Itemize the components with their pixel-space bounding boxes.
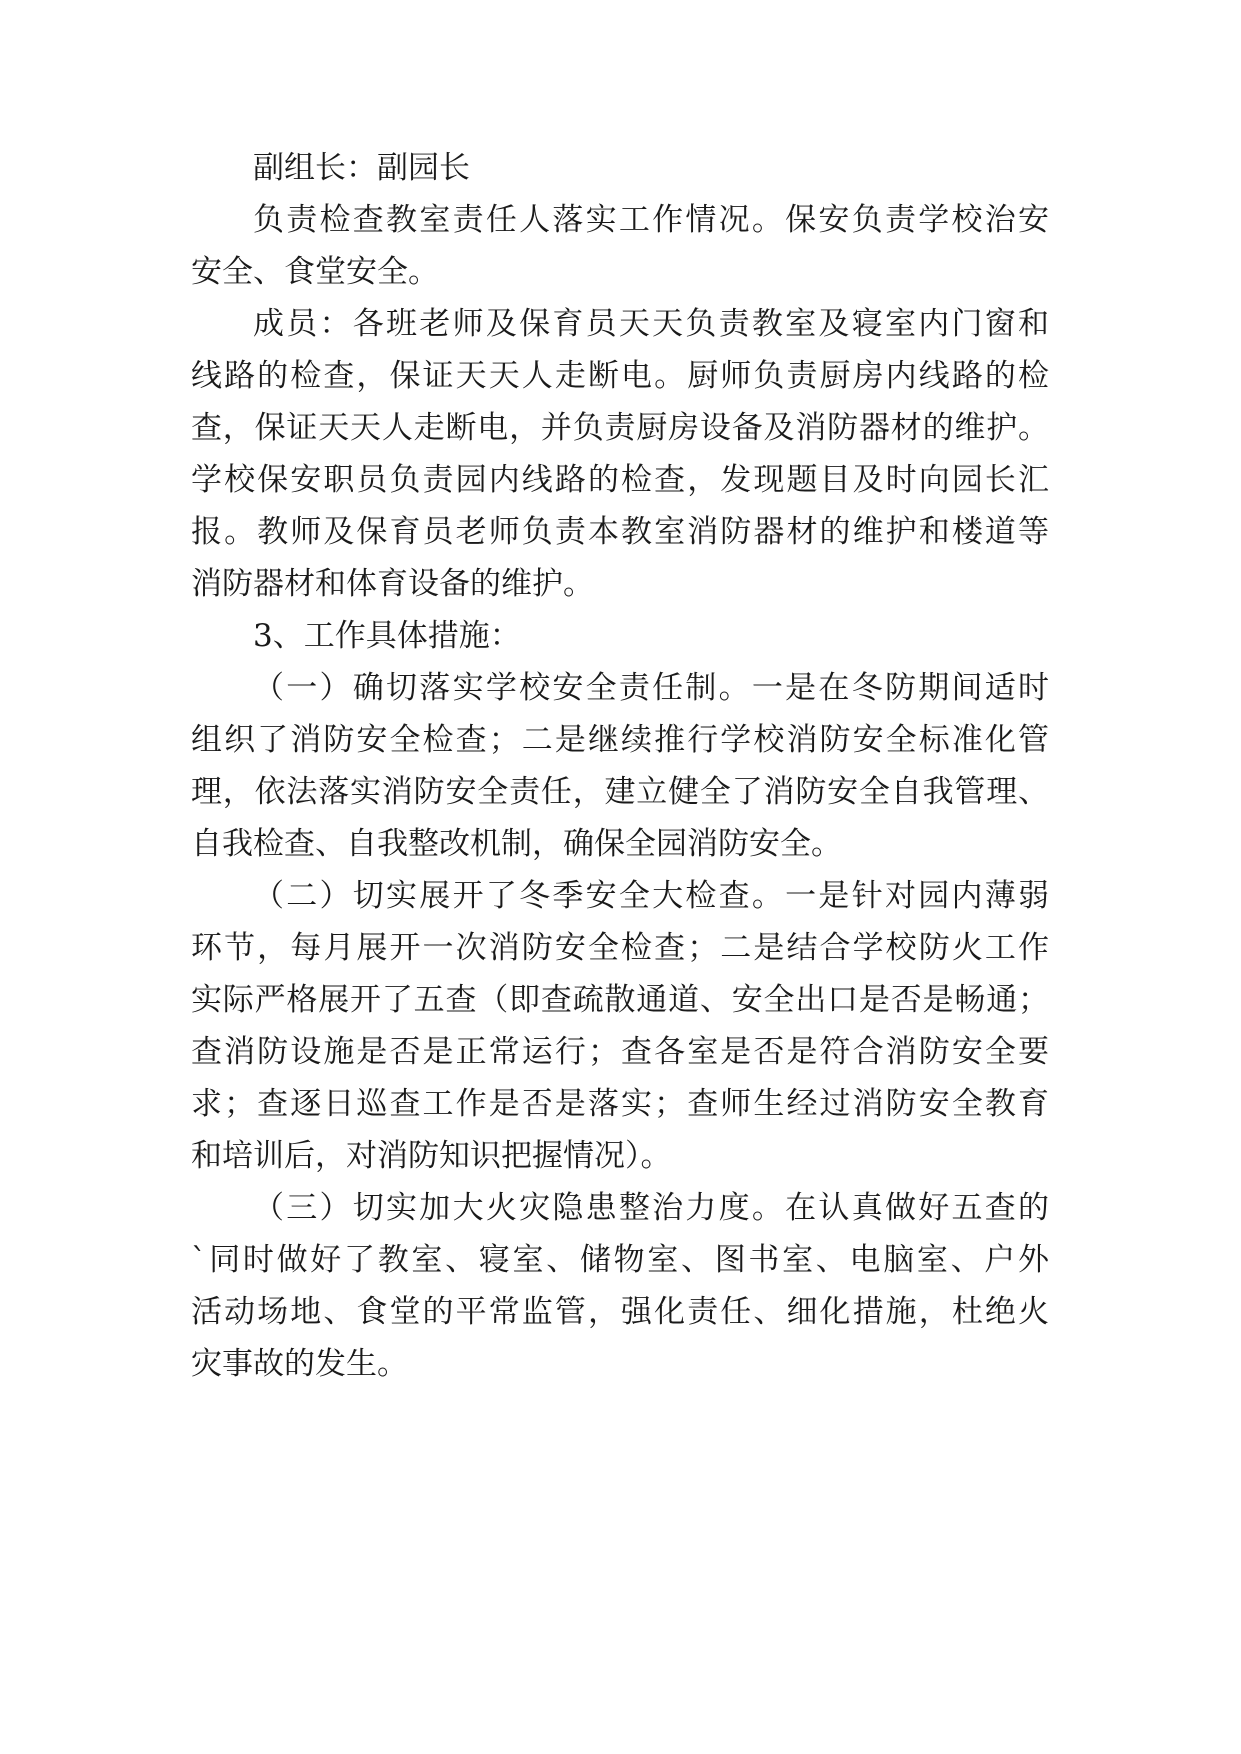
text-line: 和培训后，对消防知识把握情况）。 <box>191 1138 672 1174</box>
text-line: 线路的检查，保证天天人走断电。厨师负责厨房内线路的检 <box>191 358 1049 394</box>
section-heading: 3、工作具体措施： <box>253 618 521 654</box>
text-line: 查消防设施是否是正常运行；查各室是否是符合消防安全要 <box>191 1034 1049 1070</box>
text-line: 查，保证天天人走断电，并负责厨房设备及消防器材的维护。 <box>191 410 1049 446</box>
text-line-item-3: （三）切实加大火灾隐患整治力度。在认真做好五查的 <box>253 1190 1049 1226</box>
text-line: 报。教师及保育员老师负责本教室消防器材的维护和楼道等 <box>191 514 1049 550</box>
text-line-vice-leader: 副组长：副园长 <box>253 150 470 186</box>
text-line: 组织了消防安全检查；二是继续推行学校消防安全标准化管 <box>191 722 1049 758</box>
text-line: 灾事故的发生。 <box>191 1346 408 1382</box>
text-line-item-1: （一）确切落实学校安全责任制。一是在冬防期间适时 <box>253 670 1049 706</box>
text-line: 学校保安职员负责园内线路的检查，发现题目及时向园长汇 <box>191 462 1049 498</box>
text-line: 自我检查、自我整改机制，确保全园消防安全。 <box>191 826 842 862</box>
text-line: 实际严格展开了五查（即查疏散通道、安全出口是否是畅通； <box>191 982 1049 1018</box>
text-line: 求；查逐日巡查工作是否是落实；查师生经过消防安全教育 <box>191 1086 1049 1122</box>
text-line-members: 成员：各班老师及保育员天天负责教室及寝室内门窗和 <box>253 306 1049 342</box>
text-line: 负责检查教室责任人落实工作情况。保安负责学校治安 <box>253 202 1049 238</box>
text-line: 活动场地、食堂的平常监管，强化责任、细化措施，杜绝火 <box>191 1294 1049 1330</box>
text-line: 理，依法落实消防安全责任，建立健全了消防安全自我管理、 <box>191 774 1049 810</box>
text-line: 消防器材和体育设备的维护。 <box>191 566 594 602</box>
text-line: `同时做好了教室、寝室、储物室、图书室、电脑室、户外 <box>191 1242 1049 1278</box>
text-line: 安全、食堂安全。 <box>191 254 439 290</box>
text-line-item-2: （二）切实展开了冬季安全大检查。一是针对园内薄弱 <box>253 878 1049 914</box>
text-line: 环节，每月展开一次消防安全检查；二是结合学校防火工作 <box>191 930 1049 966</box>
